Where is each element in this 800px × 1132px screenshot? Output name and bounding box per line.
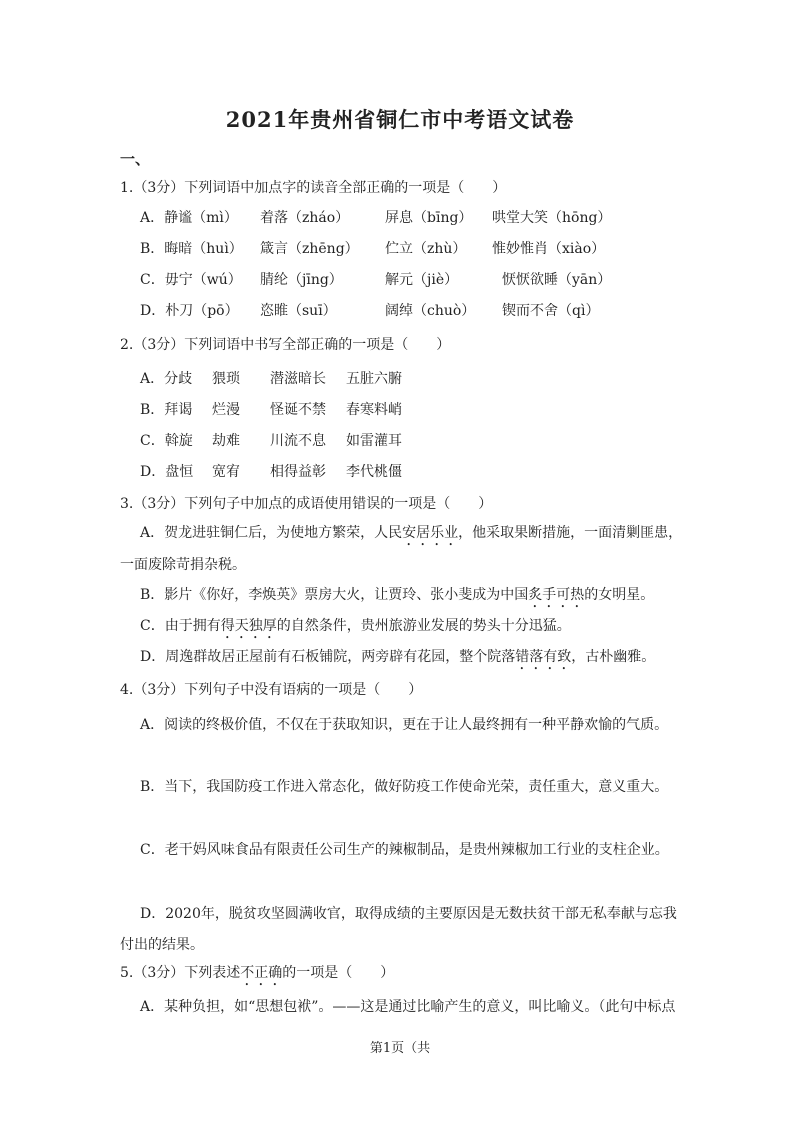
q2-option-b: B．拜谒 <box>140 402 193 418</box>
q4-option-d: D．2020年，脱贫攻坚圆满收官，取得成绩的主要原因是无数扶贫干部无私奉献与忘我 <box>140 906 677 922</box>
q1-option-d: D．朴刀（pō） <box>140 303 239 319</box>
q3-option-c <box>140 615 571 642</box>
q2-option-c-word3: 川流不息 <box>270 433 326 449</box>
q3-stem: 3.（3分）下列句子中加点的成语使用错误的一项是（ ） <box>120 496 493 512</box>
q3-option-c-idiom: 得天独厚 <box>220 618 277 634</box>
q3-option-d-text: D．周逸群故居正屋前有石板铺院，两旁辟有花园，整个院落 <box>140 649 516 665</box>
q2-option-b-word2: 烂漫 <box>212 402 240 418</box>
q3-option-d-idiom: 错落有致 <box>515 649 572 665</box>
q2-option-a: A．分歧 <box>140 371 193 387</box>
page-title: 2021年贵州省铜仁市中考语文试卷 <box>225 107 575 132</box>
q2-option-c: C．斡旋 <box>140 433 193 449</box>
q2-option-d-word4: 李代桃僵 <box>346 464 402 480</box>
q1-option-a-word2: 着落（zháo） <box>260 210 350 226</box>
q4-option-d-continued: 付出的结果。 <box>120 937 204 953</box>
q1-option-c: C．毋宁（wú） <box>140 272 242 288</box>
q1-option-a: A．静谧（mì） <box>140 210 238 226</box>
q1-stem: 1.（3分）下列词语中加点字的读音全部正确的一项是（ ） <box>120 180 507 196</box>
q3-option-a-continued: 一面废除苛捐杂税。 <box>120 557 246 573</box>
q2-option-a-word4: 五脏六腑 <box>346 371 402 387</box>
q2-option-d-word3: 相得益彰 <box>270 464 326 480</box>
page-footer: 第1页（共 <box>369 1041 431 1056</box>
q5-stem <box>120 962 394 989</box>
q1-option-b-word2: 箴言（zhēng） <box>260 241 359 257</box>
q2-option-b-word3: 怪诞不禁 <box>270 402 326 418</box>
section-heading: 一、 <box>120 150 151 168</box>
q3-option-d <box>140 646 655 673</box>
q2-option-b-word4: 春寒料峭 <box>346 402 402 418</box>
q2-stem: 2.（3分）下列词语中书写全部正确的一项是（ ） <box>120 337 451 353</box>
q2-option-a-word3: 潜滋暗长 <box>270 371 326 387</box>
q3-option-b <box>140 584 654 611</box>
q1-option-a-word3: 屏息（bīng） <box>385 210 473 226</box>
q2-option-a-word2: 猥琐 <box>212 371 240 387</box>
q3-option-c-text-end: 的自然条件，贵州旅游业发展的势头十分迅猛。 <box>276 618 571 634</box>
q2-option-c-word4: 如雷灌耳 <box>346 433 402 449</box>
q3-option-c-text: C．由于拥有 <box>140 618 221 634</box>
q5-option-a: A．某种负担，如“思想包袱”。——这是通过比喻产生的意义，叫比喻义。（此句中标点 <box>140 999 676 1015</box>
q5-stem-text-end: 的一项是（ ） <box>282 965 395 981</box>
q3-option-b-text-end: 的女明星。 <box>584 587 655 603</box>
q5-stem-emphasis: 不正确 <box>240 965 283 981</box>
q2-option-d: D．盘恒 <box>140 464 194 480</box>
q1-option-b: B．晦暗（huì） <box>140 241 243 257</box>
q5-stem-text: 5.（3分）下列表述 <box>120 965 241 981</box>
q2-option-c-word2: 劫难 <box>212 433 240 449</box>
q2-option-d-word2: 宽宥 <box>212 464 240 480</box>
q3-option-b-idiom: 炙手可热 <box>528 587 585 603</box>
q4-option-b: B．当下，我国防疫工作进入常态化，做好防疫工作使命光荣，责任重大，意义重大。 <box>140 779 669 795</box>
q4-option-a: A．阅读的终极价值，不仅在于获取知识，更在于让人最终拥有一种平静欢愉的气质。 <box>140 717 669 733</box>
q1-option-c-word3: 解元（jiè） <box>385 272 459 288</box>
q1-option-d-word4: 锲而不舍（qì） <box>502 303 600 319</box>
q3-option-b-text: B．影片《你好，李焕英》票房大火，让贾玲、张小斐成为中国 <box>140 587 529 603</box>
q1-option-c-word4: 恹恹欲睡（yān） <box>502 272 612 288</box>
q1-option-b-word4: 惟妙惟肖（xiào） <box>492 241 606 257</box>
q3-option-a <box>140 522 682 549</box>
q3-option-a-text: A．贺龙进驻铜仁后，为使地方繁荣，人民 <box>140 525 403 541</box>
q1-option-c-word2: 腈纶（jīng） <box>260 272 343 288</box>
q4-stem: 4.（3分）下列句子中没有语病的一项是（ ） <box>120 682 423 698</box>
q3-option-a-text-end: ，他采取果断措施，一面清剿匪患， <box>458 525 683 541</box>
q1-option-b-word3: 伫立（zhù） <box>385 241 467 257</box>
q4-option-c: C．老干妈风味食品有限责任公司生产的辣椒制品，是贵州辣椒加工行业的支柱企业。 <box>140 842 669 858</box>
q3-option-a-idiom: 安居乐业 <box>402 525 459 541</box>
q3-option-d-text-end: ，古朴幽雅。 <box>571 649 656 665</box>
q1-option-d-word3: 阔绰（chuò） <box>385 303 476 319</box>
q1-option-a-word4: 哄堂大笑（hōng） <box>492 210 612 226</box>
q1-option-d-word2: 恣睢（suī） <box>260 303 337 319</box>
